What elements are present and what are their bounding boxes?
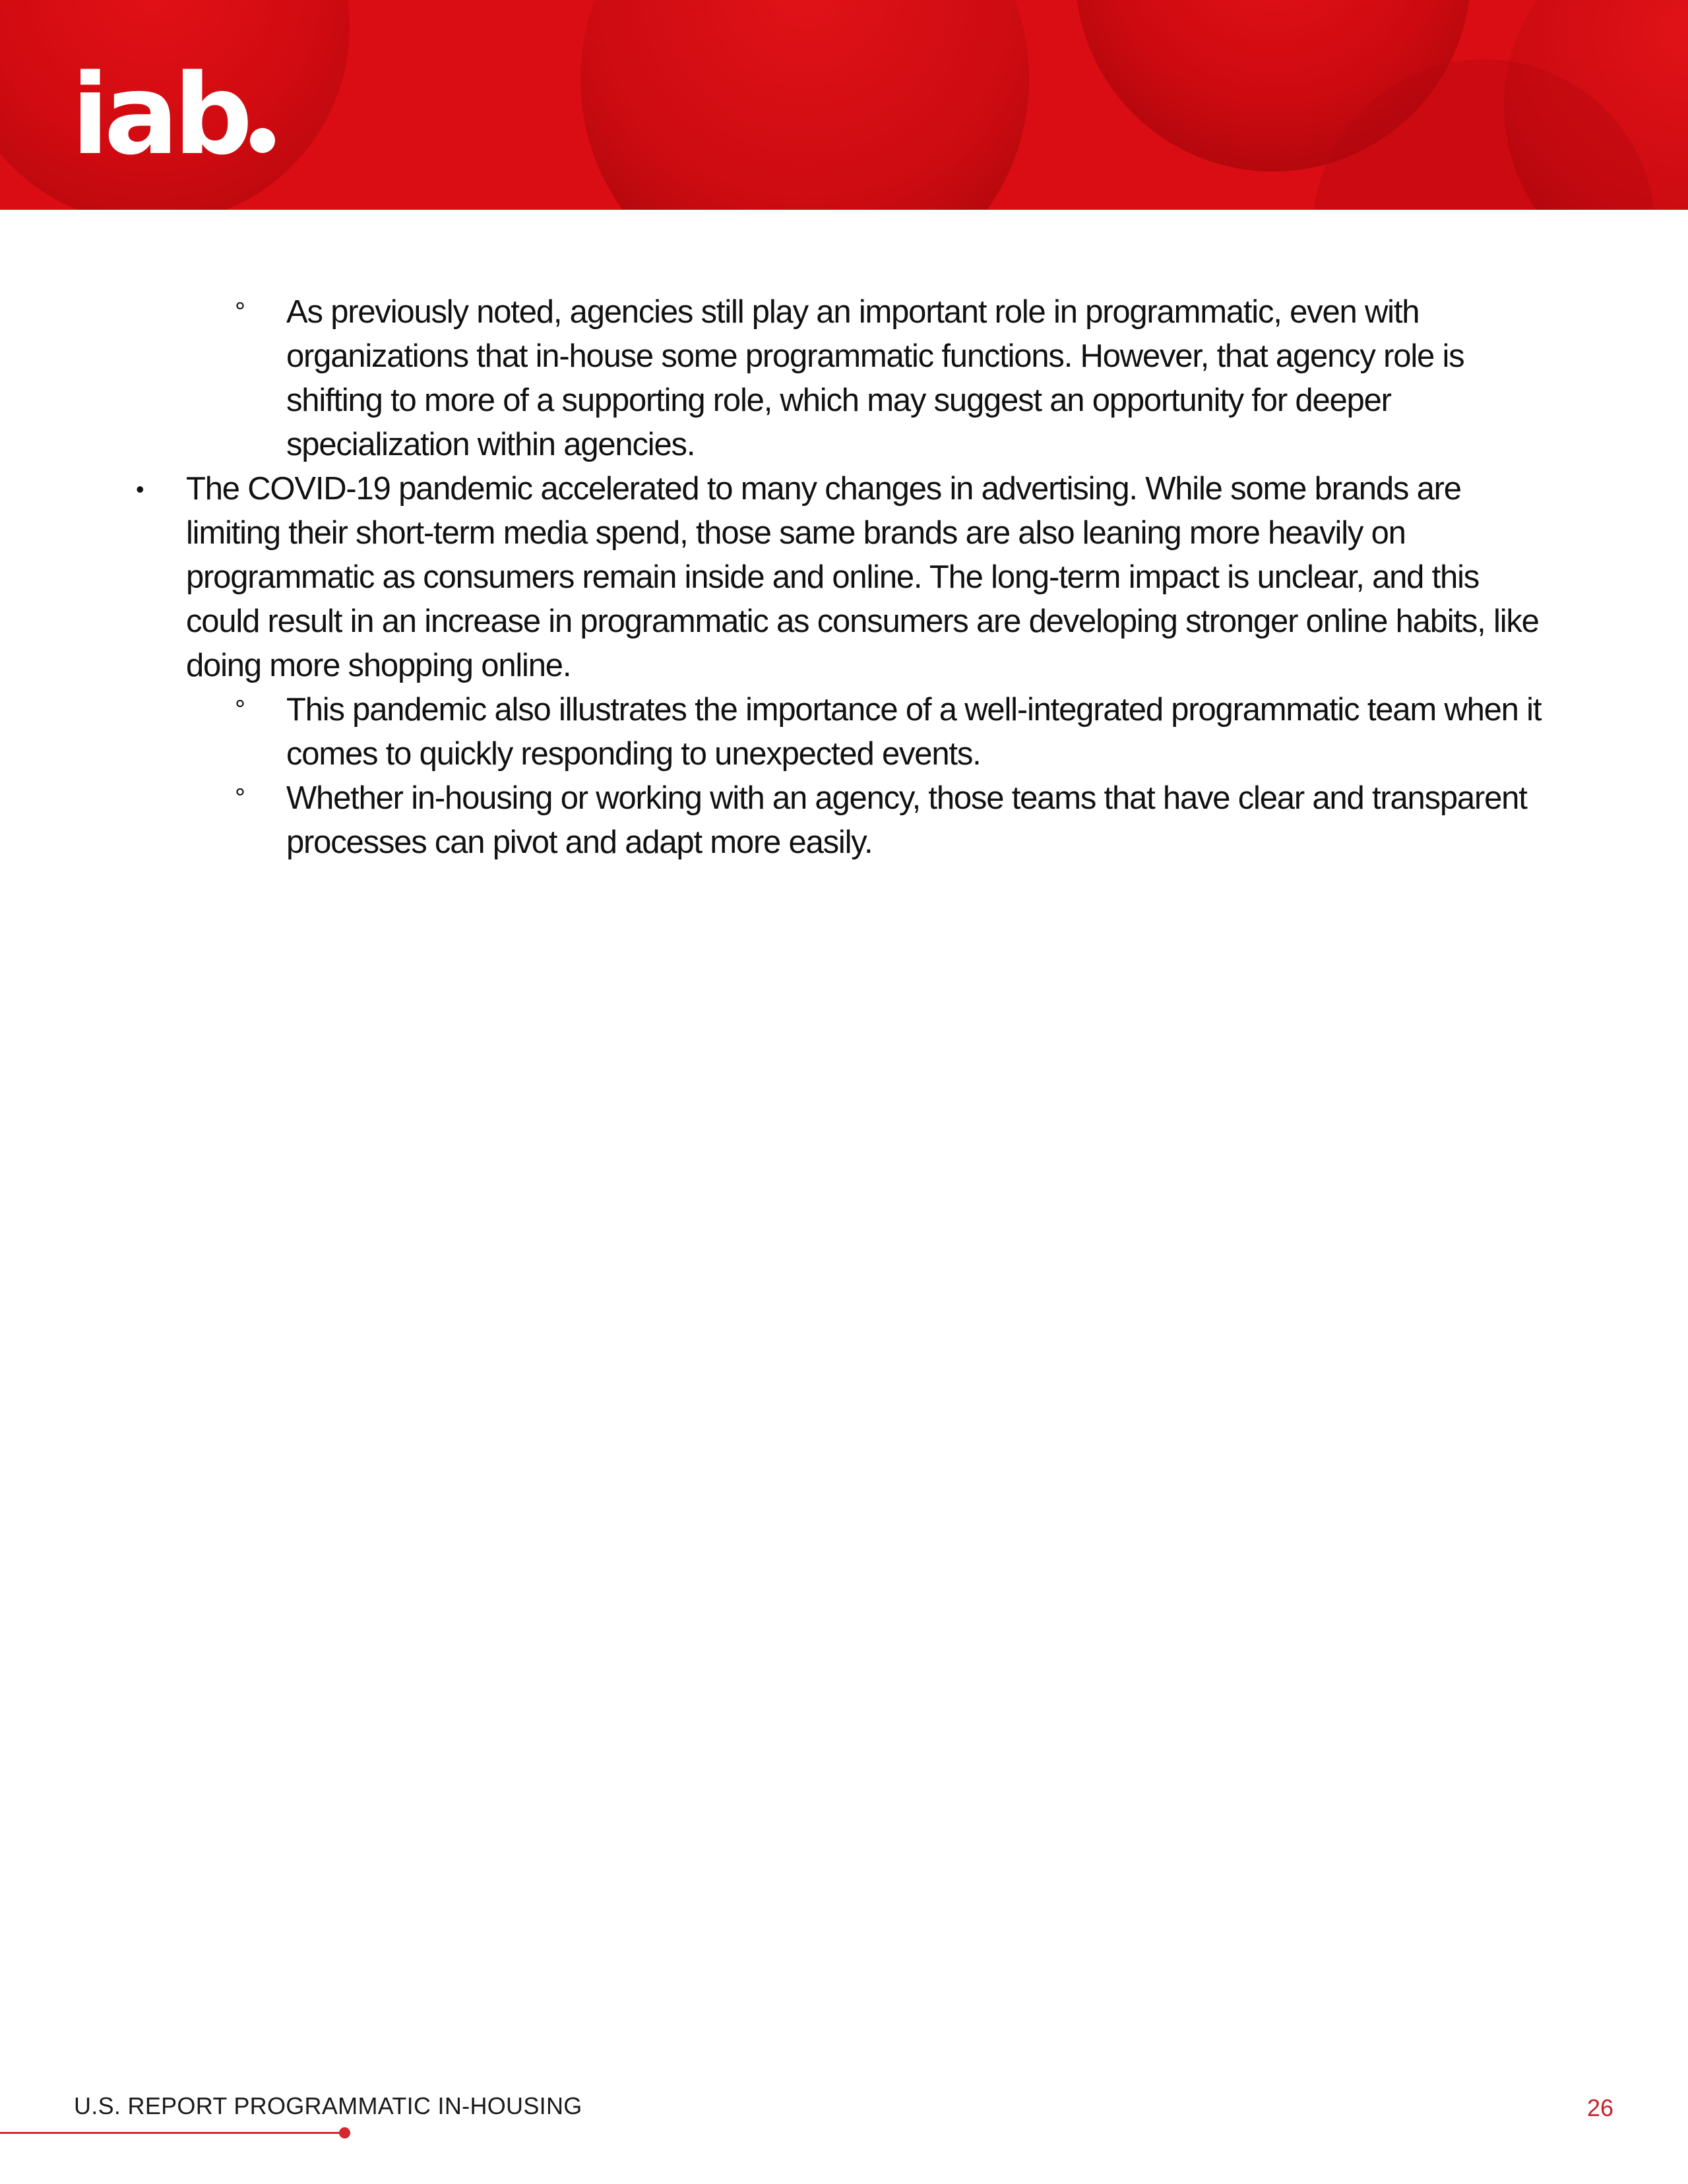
list-item [0, 290, 1566, 467]
footer-report-title: U.S. REPORT PROGRAMMATIC IN-HOUSING [74, 2092, 582, 2119]
sub-bullet-marker: ° [235, 784, 245, 813]
bullet-marker: • [136, 476, 144, 503]
list-item-text: Whether in-housing or working with an agency, those teams that have clear and transparent processes can pivot and adapt more easily. [286, 780, 1527, 860]
list-item-text: The COVID-19 pandemic accelerated to many changes in advertising. While some brands are limiting their short-term media spend, those same brands are also leaning more heavily on programmatic as consumers remain inside and online. The long-term impact is unclear, and this could result in an increase in programmatic as consumers are developing stronger online habits, like doing more shopping online. [186, 471, 1539, 683]
bullet-list [0, 290, 1688, 865]
list-item-text: As previously noted, agencies still play an important role in programmatic, even with organizations that in-house some programmatic functions. However, that agency role is shifting to more of a supporting role, which may suggest an opportunity for deeper specialization within agencies. [286, 294, 1464, 462]
header-banner [0, 0, 1688, 210]
page-number: 26 [1586, 2094, 1613, 2121]
footer-divider-dot [339, 2127, 350, 2138]
list-item [0, 776, 1566, 865]
iab-logo: iab [71, 59, 275, 170]
sub-bullet-marker: ° [235, 297, 245, 327]
footer-divider [0, 2132, 343, 2134]
logo-dot [250, 128, 275, 153]
list-item [0, 467, 1558, 688]
list-item [0, 688, 1566, 776]
sub-bullet-marker: ° [235, 695, 245, 724]
list-item-text: This pandemic also illustrates the importance of a well-integrated programmatic team when it comes to quickly responding to unexpected events. [286, 692, 1542, 772]
